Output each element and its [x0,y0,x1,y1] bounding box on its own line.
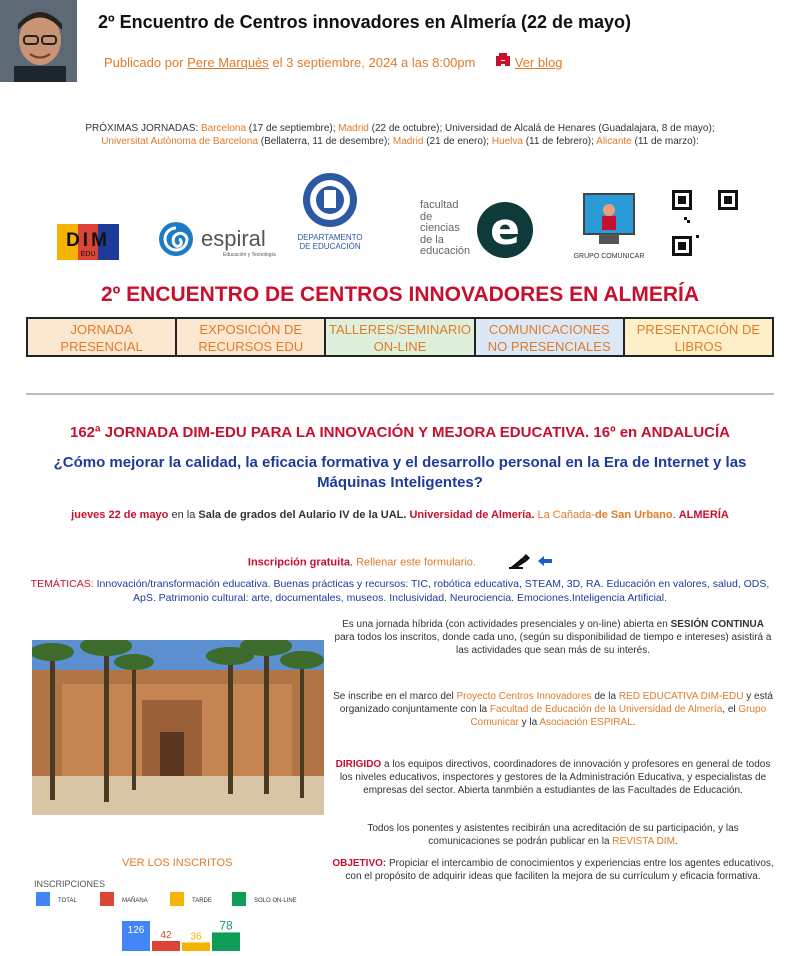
jornada-title: 162ª JORNADA DIM-EDU PARA LA INNOVACIÓN Y MEJORA EDUCATIVA. 16º en ANDALUCÍA [70,424,730,441]
text-segment[interactable]: La Cañada- [537,509,595,521]
espiral-swirl-icon [157,220,195,258]
text-segment: . [632,717,636,728]
bar [212,932,240,951]
espiral-text: espiral [201,226,266,251]
legend-swatch [100,892,114,906]
text-segment[interactable]: Proyecto Centros Innovadores [456,691,592,702]
text-segment[interactable]: Facultad de Educación de la Universidad de Almería [489,704,723,715]
text-segment: . [674,836,678,847]
text-segment: para todos los inscritos, donde cada uno, (según su disponibilidad de tiempo e intereses) asistirá a las actividades que sean más de su interés. [334,632,772,656]
jornada-question: ¿Cómo mejorar la calidad, la eficacia formativa y el desarrollo personal en la Era de Internet y las Máquinas Inteligentes? [53,454,747,491]
text-segment[interactable]: Madrid [392,136,424,147]
comunicar-screen-icon [579,190,639,248]
avatar-photo [0,0,77,82]
logo-facultad[interactable] [420,200,535,266]
text-segment: Se inscribe en el marco del [333,691,457,702]
legend-label: TARDE [192,898,212,904]
text-segment: y la [518,717,540,728]
inscripciones-chart [30,878,320,951]
text-segment: (21 de enero); [423,136,492,147]
text-segment: (11 de febrero); [522,136,597,147]
bar [182,942,210,951]
byline [104,53,562,70]
text-segment[interactable]: Madrid [338,123,369,134]
logo-espiral[interactable] [157,220,275,262]
logo-dim-edu[interactable] [57,224,119,260]
text-segment[interactable]: Grupo Comunicar [470,704,767,728]
paragraph-marco [332,690,774,729]
text-segment: , el [722,704,739,715]
facultad-e-icon [476,200,534,260]
tab-2[interactable]: TALLERES/SEMINARIO ON-LINE [326,319,475,355]
bar [152,941,180,951]
text-segment: Sala de grados del Aulario IV de la UAL. [198,509,407,521]
legend-label: MAÑANA [122,898,148,904]
text-segment: (Bellaterra, 11 de desembre); [257,136,393,147]
legend-swatch [170,892,184,906]
text-segment[interactable]: Huelva [491,136,523,147]
legend-label: TOTAL [58,898,77,904]
text-segment: Universidad de Almería. [409,509,535,521]
data-label: 36 [190,931,202,943]
arrow-left-icon [538,555,552,570]
data-label: 126 [127,925,145,936]
svg-text:e: e [490,204,520,255]
text-segment[interactable]: Asociación ESPIRAL [539,717,633,728]
proximas-label: PRÓXIMAS JORNADAS: [85,123,199,134]
blog-icon [495,53,511,70]
cathedral-photo [32,640,324,815]
data-label: 78 [219,918,233,933]
text-segment: . [672,509,679,521]
text-segment: OBJETIVO: [332,858,387,869]
text-segment: (11 de marzo): [631,136,699,147]
text-segment: (22 de octubre); Universidad de Alcalá de Henares (Guadalajara, 8 de mayo); [368,123,715,134]
paragraph-acreditacion [332,822,774,848]
ver-inscritos-link[interactable]: VER LOS INSCRITOS [122,857,233,869]
paragraph-hibrida [332,618,774,657]
text-segment: (17 de septiembre); [246,123,339,134]
text-segment: . [349,556,357,569]
proximas-line-2 [0,135,800,148]
text-segment[interactable]: RED EDUCATIVA DIM-EDU [618,691,744,702]
data-label: 42 [160,930,172,941]
logo-departamento[interactable] [285,172,375,256]
comunicar-text: GRUPO COMUNICAR [573,253,645,260]
text-segment: en la [168,509,199,521]
text-segment[interactable]: REVISTA DIM [612,836,675,847]
text-segment: jueves 22 de mayo [71,509,169,521]
proximas-line-1 [0,122,800,135]
divider [26,393,774,395]
tab-4[interactable]: PRESENTACIÓN DE LIBROS [625,319,772,355]
text-segment: de la [591,691,619,702]
text-segment: DIRIGIDO [335,759,382,770]
qr-code-icon[interactable] [672,190,738,256]
tab-1[interactable]: EXPOSICIÓN DE RECURSOS EDU [177,319,326,355]
jornada-when [0,509,800,521]
text-segment: SESIÓN CONTINUA [670,619,764,630]
text-segment: Todos los ponentes y asistentes recibirán una acreditación de su participación, y las comunicaciones se podrán publicar en la [367,823,739,847]
encuentro-heading: 2º ENCUENTRO DE CENTROS INNOVADORES EN ALMERÍA [100,283,700,306]
espiral-sub: Educación y Tecnología [223,252,276,258]
university-seal-icon [302,172,358,228]
author-avatar[interactable] [0,0,77,82]
activity-tabs [26,317,774,357]
text-segment[interactable]: Alicante [596,136,632,147]
post-date: el 3 septiembre, 2024 a las 8:00pm [272,55,476,70]
paragraph-objetivo [332,857,774,883]
legend-label: SOLO ON-LINE [254,898,297,904]
text-segment: Propiciar el intercambio de conocimientos y experiencias entre los agentes educativos, con el propósito de adquirir ideas que faciliten la mejora de su currículum y eficacia formativa. [345,858,774,882]
tematicas [26,577,774,605]
text-segment[interactable]: Universitat Autònoma de Barcelona [101,136,258,147]
text-segment: TEMÁTICAS: [30,578,94,590]
paragraph-dirigido [332,758,774,797]
text-segment: a los equipos directivos, coordinadores de innovación y profesores en general de todos los niveles educativos, inspectores y gestores de la Administración Educativa, y especialistas de empresas del sector. Abierta tanmbién a estudiantes de las Facultades de Educación. [339,759,771,796]
dim-logo-sub: EDU [80,251,96,258]
pen-icon [509,553,535,572]
departamento-text: DEPARTAMENTO DE EDUCACIÓN [297,233,363,251]
inscripcion-line [0,553,800,572]
tab-3[interactable]: COMUNICACIONES NO PRESENCIALES [476,319,625,355]
text-segment[interactable]: Barcelona [200,123,247,134]
dim-logo-text: DIM [66,230,110,251]
facultad-text: facultad de ciencias de la educación [420,199,471,257]
legend-swatch [36,892,50,906]
logo-grupo-comunicar[interactable] [565,190,653,260]
text-segment: Es una jornada híbrida (con actividades presenciales y on-line) abierta en [342,619,671,630]
proximas-jornadas [0,122,800,148]
ver-blog-link[interactable]: Ver blog [514,55,563,70]
tab-0[interactable]: JORNADA PRESENCIAL [28,319,177,355]
text-segment[interactable]: Rellenar este formulario. [356,556,476,569]
byline-prefix: Publicado por [104,55,184,70]
chart-title: INSCRIPCIONES [34,879,106,889]
author-link[interactable]: Pere Marquès [187,55,269,70]
post-title: 2º Encuentro de Centros innovadores en Almería (22 de mayo) [98,12,632,32]
legend-swatch [232,892,246,906]
text-segment: Inscripción gratuita [247,556,350,569]
text-segment: Innovación/transformación educativa. Buenas prácticas y recursos: TIC, robótica educativa, STEAM, 3D, RA. Educación en valores, salud, ODS, ApS. Patrimonio cultural: arte, documentales, museos. Inclusividad. Neurociencia. Emociones.Inteligencia Artificial. [93,578,770,604]
text-segment: y está organizado conjuntamente con la [339,691,773,715]
text-segment[interactable]: de San Urbano [594,509,673,521]
text-segment: ALMERÍA [678,509,729,521]
